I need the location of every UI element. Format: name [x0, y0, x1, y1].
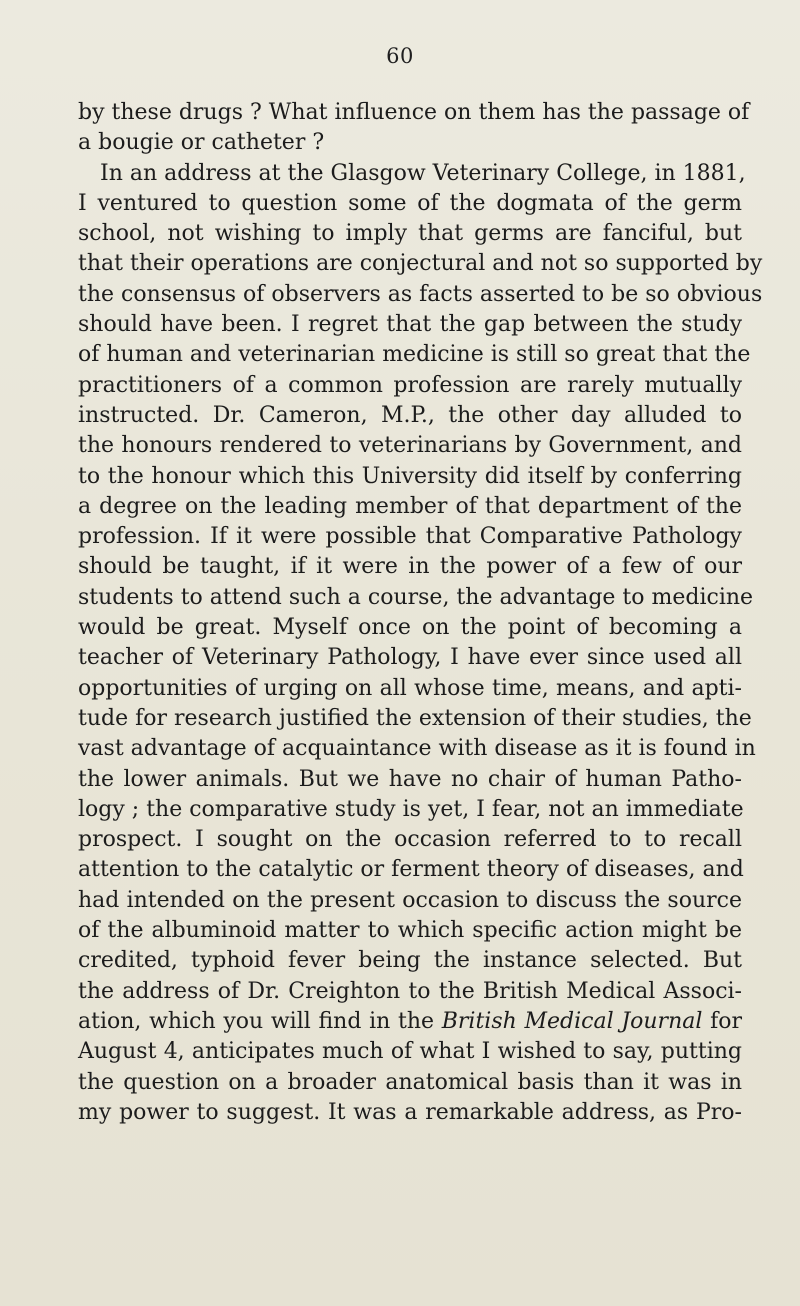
journal-title: British Medical Journal [441, 1008, 703, 1034]
text-line: should have been. I regret that the gap between the study [78, 312, 742, 338]
text-line: attention to the catalytic or ferment theory of diseases, and [78, 857, 744, 883]
text-line: had intended on the present occasion to discuss the source [78, 887, 742, 913]
text-line: by these drugs ? What influence on them has the passage of [78, 100, 750, 125]
text-line: tude for research justified the extension of their studies, the [78, 705, 752, 731]
text-line: I ventured to question some of the dogmata of the germ [78, 190, 742, 216]
text-line: the consensus of observers as facts asserted to be so obvious [78, 281, 763, 307]
text-line: the question on a broader anatomical basis than it was in [78, 1069, 742, 1095]
text-line: profession. If it were possible that Comparative Pathology [78, 524, 742, 550]
text-line: logy ; the comparative study is yet, I fear, not an immediate [78, 796, 744, 822]
text-line: opportunities of urging on all whose time, means, and apti- [78, 675, 742, 701]
text-line: students to attend such a course, the advantage to medicine [78, 584, 754, 610]
page-number: 60 [386, 44, 414, 68]
text-line: instructed. Dr. Cameron, M.P., the other day alluded to [78, 402, 742, 428]
text-line: credited, typhoid fever being the instance selected. But [78, 948, 742, 974]
text-line: a degree on the leading member of that department of the [78, 493, 742, 519]
text-line: teacher of Veterinary Pathology, I have ever since used all [78, 645, 742, 671]
text-line: of human and veterinarian medicine is still so great that the [78, 342, 751, 368]
text-line: that their operations are conjectural and not so supported by [78, 251, 763, 277]
text-line: a bougie or catheter ? [78, 130, 325, 156]
text-line: the address of Dr. Creighton to the British Medical Associ- [78, 978, 742, 1004]
text-segment: for [710, 1008, 742, 1034]
text-line: prospect. I sought on the occasion referred to to recall [78, 827, 742, 853]
text-line-with-journal-title [78, 1007, 742, 1037]
text-line: my power to suggest. It was a remarkable address, as Pro- [78, 1099, 742, 1125]
text-line: of the albuminoid matter to which specific action might be [78, 918, 742, 944]
text-line: August 4, anticipates much of what I wished to say, putting [78, 1039, 742, 1065]
body-text [78, 98, 763, 1128]
text-line: school, not wishing to imply that germs are fanciful, but [78, 221, 742, 247]
text-line: to the honour which this University did itself by conferring [78, 463, 742, 489]
text-line: the lower animals. But we have no chair of human Patho- [78, 766, 742, 792]
text-line: would be great. Myself once on the point of becoming a [78, 615, 742, 641]
text-line: practitioners of a common profession are rarely mutually [78, 372, 742, 398]
text-line: In an address at the Glasgow Veterinary College, in 1881, [100, 160, 746, 186]
text-segment: ation, which you will find in the [78, 1008, 435, 1034]
text-line: vast advantage of acquaintance with disease as it is found in [78, 736, 756, 762]
text-line: should be taught, if it were in the power of a few of our [78, 554, 742, 580]
text-line: the honours rendered to veterinarians by Government, and [78, 433, 742, 459]
